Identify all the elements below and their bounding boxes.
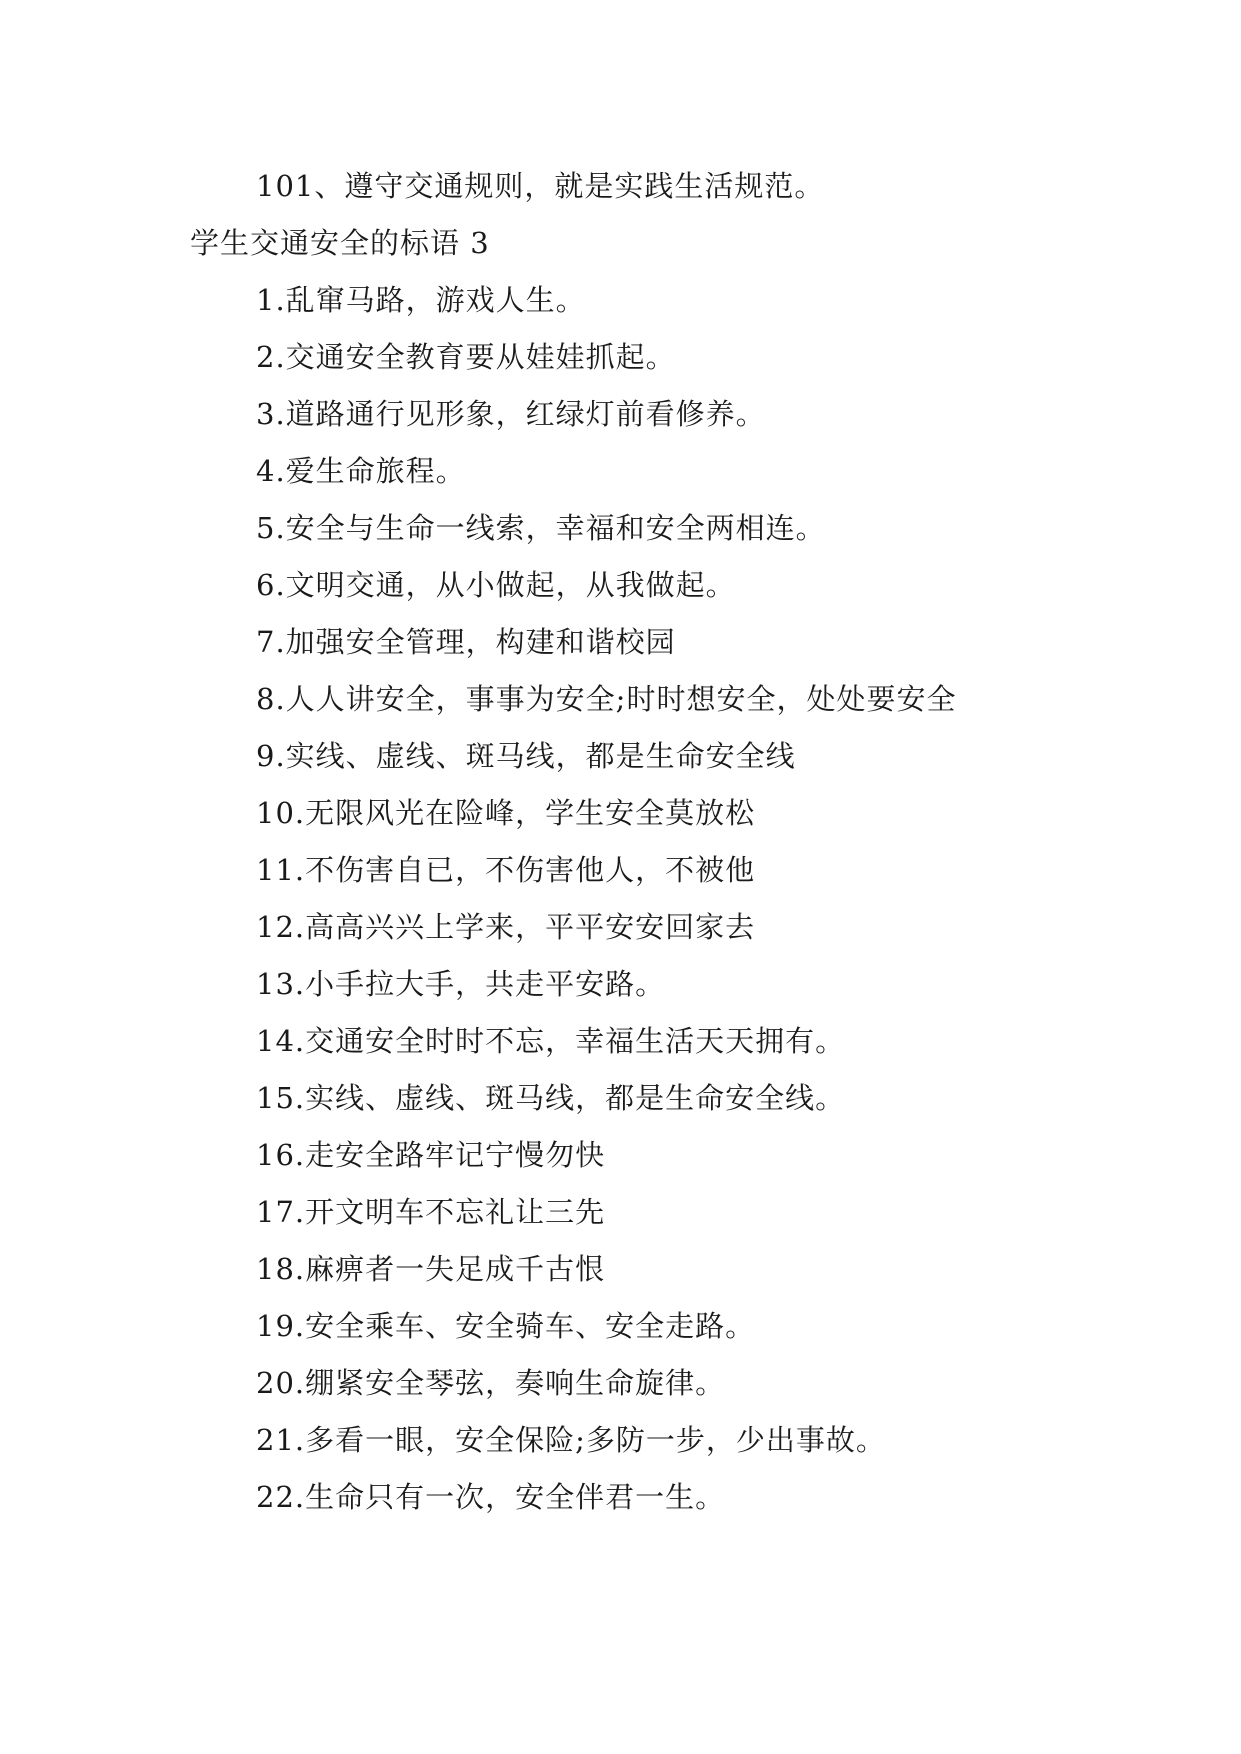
list-item: 2.交通安全教育要从娃娃抓起。 — [256, 340, 676, 374]
list-item: 17.开文明车不忘礼让三先 — [256, 1195, 606, 1229]
list-item: 5.安全与生命一线索，幸福和安全两相连。 — [256, 511, 826, 545]
list-item: 9.实线、虚线、斑马线，都是生命安全线 — [256, 739, 796, 773]
list-item: 19.安全乘车、安全骑车、安全走路。 — [256, 1309, 756, 1343]
list-item: 8.人人讲安全，事事为安全;时时想安全，处处要安全 — [256, 682, 957, 716]
section-title: 学生交通安全的标语 3 — [190, 226, 490, 260]
list-item: 3.道路通行见形象，红绿灯前看修养。 — [256, 397, 766, 431]
list-item: 16.走安全路牢记宁慢勿快 — [256, 1138, 606, 1172]
list-item: 4.爱生命旅程。 — [256, 454, 466, 488]
list-item: 13.小手拉大手，共走平安路。 — [256, 967, 666, 1001]
list-item: 7.加强安全管理，构建和谐校园 — [256, 625, 676, 659]
list-item: 18.麻痹者一失足成千古恨 — [256, 1252, 606, 1286]
list-item: 12.高高兴兴上学来，平平安安回家去 — [256, 910, 756, 944]
list-item: 15.实线、虚线、斑马线，都是生命安全线。 — [256, 1081, 846, 1115]
list-item: 11.不伤害自已，不伤害他人，不被他 — [256, 853, 756, 887]
list-item: 21.多看一眼，安全保险;多防一步，少出事故。 — [256, 1423, 886, 1457]
list-item: 6.文明交通，从小做起，从我做起。 — [256, 568, 736, 602]
list-item: 10.无限风光在险峰，学生安全莫放松 — [256, 796, 756, 830]
list-item: 22.生命只有一次，安全伴君一生。 — [256, 1480, 726, 1514]
list-item: 1.乱窜马路，游戏人生。 — [256, 283, 586, 317]
list-item: 14.交通安全时时不忘，幸福生活天天拥有。 — [256, 1024, 846, 1058]
lead-line: 101、遵守交通规则，就是实践生活规范。 — [256, 169, 825, 203]
list-item: 20.绷紧安全琴弦，奏响生命旋律。 — [256, 1366, 726, 1400]
